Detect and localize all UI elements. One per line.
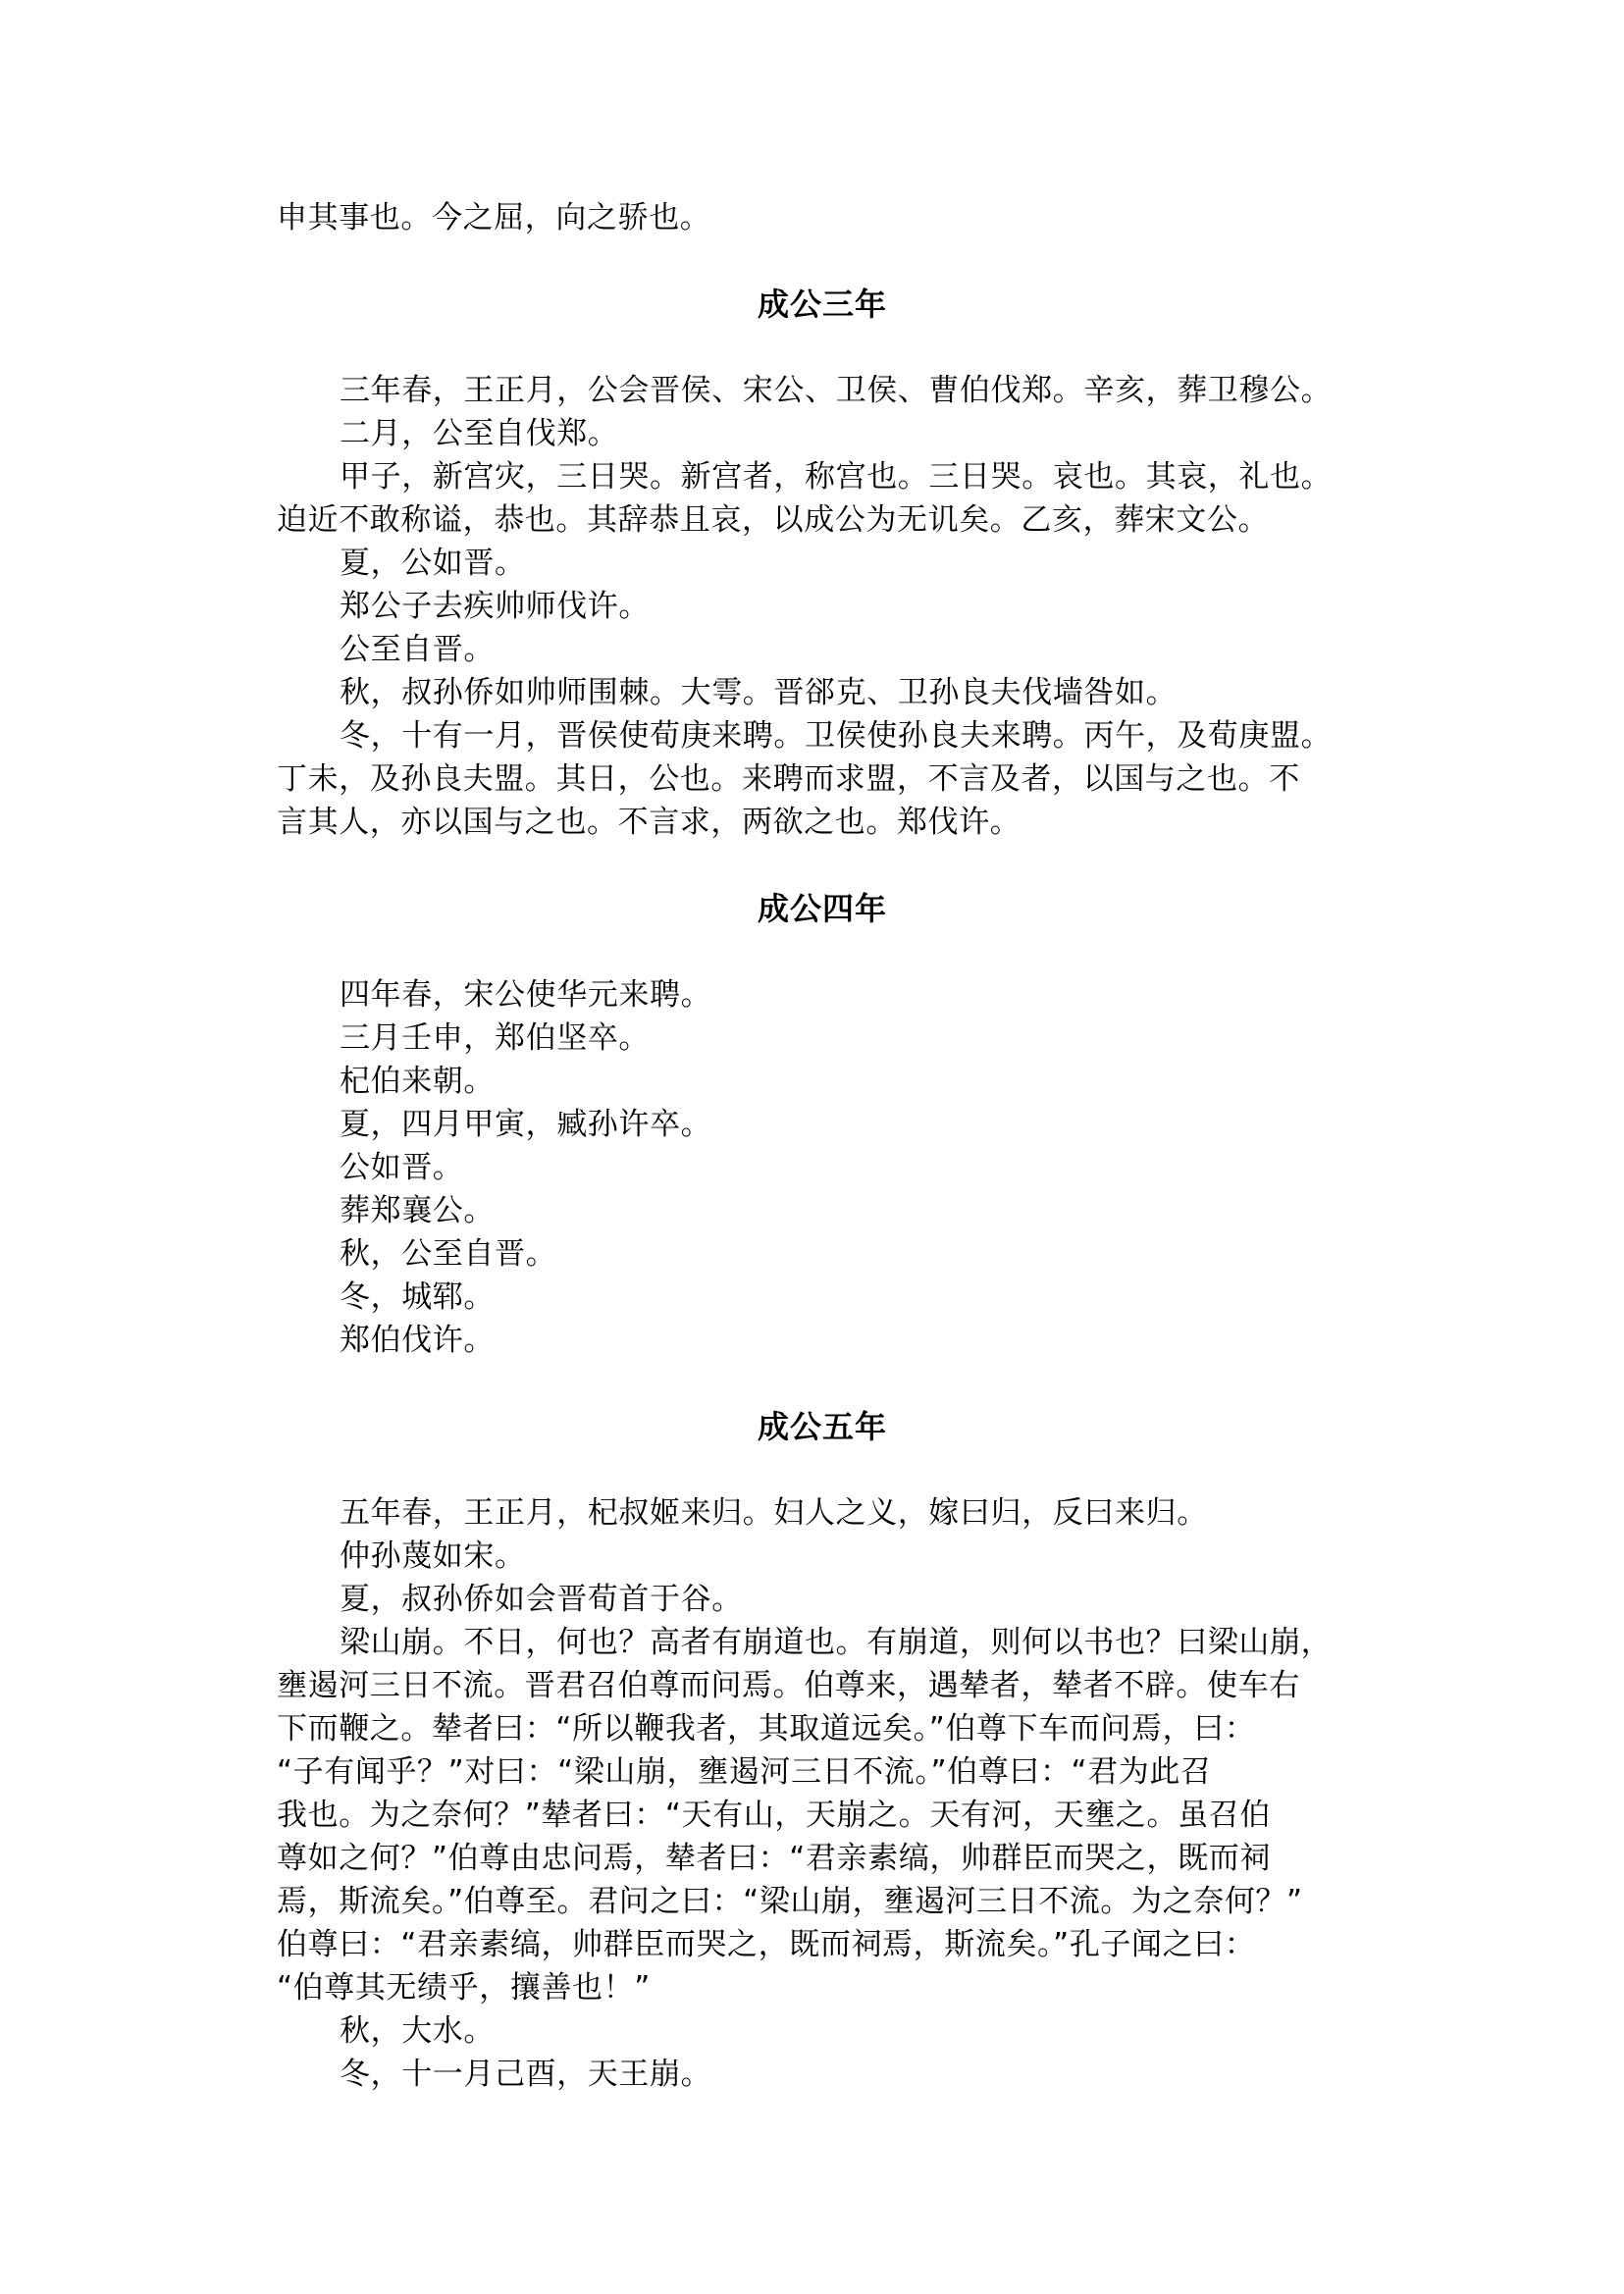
text-line: 尊如之何？”伯尊由忠问焉，辇者曰：“君亲素缟，帅群臣而哭之，既而祠 <box>277 1841 1271 1876</box>
text-line: 壅遏河三日不流。晋君召伯尊而问焉。伯尊来，遇辇者，辇者不辟。使车右 <box>277 1668 1300 1703</box>
entry-line: 秋，公至自晋。 <box>340 1236 557 1272</box>
section-body <box>277 369 1368 844</box>
entry-line: 夏，公如晋。 <box>340 546 526 581</box>
entry-line: 三年春，王正月，公会晋侯、宋公、卫侯、曹伯伐郑。辛亥，葬卫穆公。 <box>340 373 1333 408</box>
text-line: 焉，斯流矣。”伯尊至。君问之曰：“梁山崩，壅遏河三日不流。为之奈何？” <box>277 1884 1303 1919</box>
text-line: 梁山崩。不日，何也？高者有崩道也。有崩道，则何以书也？曰梁山崩， <box>340 1625 1333 1660</box>
entry-line: 二月，公至自伐郑。 <box>340 416 619 451</box>
text-line: 言其人，亦以国与之也。不言求，两欲之也。郑伐许。 <box>277 805 1022 840</box>
text-line: 冬，十有一月，晋侯使荀庚来聘。卫侯使孙良夫来聘。丙午，及荀庚盟。 <box>340 718 1333 754</box>
entry-line: 仲孙蔑如宋。 <box>340 1538 526 1574</box>
section-heading: 成公五年 <box>757 1408 887 1445</box>
entry-line: 秋，叔孙侨如帅师围棘。大雩。晋郤克、卫孙良夫伐墙咎如。 <box>340 675 1178 710</box>
entry-line: 公至自晋。 <box>340 632 495 667</box>
entry-line: 葬郑襄公。 <box>340 1193 495 1228</box>
entry-line: 公如晋。 <box>340 1150 464 1185</box>
entry-line: 冬，十一月己酉，天王崩。 <box>340 2057 712 2092</box>
section-heading: 成公四年 <box>757 890 887 927</box>
entry-line: 五年春，王正月，杞叔姬来归。妇人之义，嫁曰归，反曰来归。 <box>340 1495 1208 1531</box>
section-heading: 成公三年 <box>757 286 887 323</box>
entry-line: 郑公子去疾帅师伐许。 <box>340 589 650 624</box>
continuation-paragraph <box>277 196 1368 239</box>
section-body <box>277 973 1368 1362</box>
text-line: 甲子，新宫灾，三日哭。新宫者，称宫也。三日哭。哀也。其哀，礼也。 <box>340 459 1333 495</box>
entry-line: 杞伯来朝。 <box>340 1064 495 1099</box>
entry-line: 郑伯伐许。 <box>340 1323 495 1358</box>
entry-line: 秋，大水。 <box>340 2013 495 2049</box>
entry-line: 三月壬申，郑伯坚卒。 <box>340 1020 650 1056</box>
text-line: 申其事也。今之屈，向之骄也。 <box>277 200 711 235</box>
entry-line: 夏，四月甲寅，臧孙许卒。 <box>340 1107 712 1142</box>
entry-line: 夏，叔孙侨如会晋荀首于谷。 <box>340 1582 743 1617</box>
text-line: 迫近不敢称谥，恭也。其辞恭且哀，以成公为无讥矣。乙亥，葬宋文公。 <box>277 502 1270 538</box>
entry-line: 四年春，宋公使华元来聘。 <box>340 977 712 1013</box>
entry-paragraph <box>277 455 1368 542</box>
entry-paragraph <box>277 714 1368 844</box>
text-line: 伯尊曰：“君亲素缟，帅群臣而哭之，既而祠焉，斯流矣。”孔子闻之曰： <box>277 1927 1256 1962</box>
document-page <box>277 196 1368 2096</box>
text-line: 丁未，及孙良夫盟。其日，公也。来聘而求盟，不言及者，以国与之也。不 <box>277 761 1300 797</box>
text-line: 我也。为之奈何？”辇者曰：“天有山，天崩之。天有河，天壅之。虽召伯 <box>277 1798 1271 1833</box>
section-body <box>277 1491 1368 2096</box>
entry-paragraph <box>277 1621 1368 2009</box>
text-line: “伯尊其无绩乎，攘善也！” <box>277 1970 651 2006</box>
entry-line: 冬，城郓。 <box>340 1279 495 1315</box>
text-line: “子有闻乎？”对曰：“梁山崩，壅遏河三日不流。”伯尊曰：“君为此召 <box>277 1754 1212 1790</box>
text-line: 下而鞭之。辇者曰：“所以鞭我者，其取道远矣。”伯尊下车而问焉，曰： <box>277 1711 1256 1747</box>
